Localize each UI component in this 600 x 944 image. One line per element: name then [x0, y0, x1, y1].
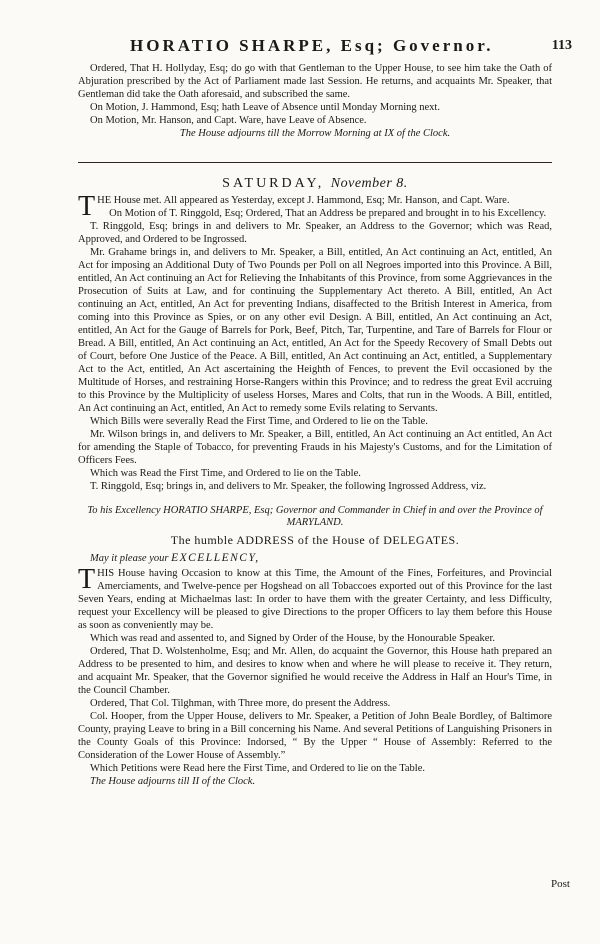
address-salutation	[78, 552, 552, 565]
paragraph-hooper-petition: Col. Hooper, from the Upper House, delivers to Mr. Speaker, a Petition of John Beale Bordley, of Baltimore County, praying Leave to bring in a Bill concerning his Name. And several Petitions of Languishing Prisoners in the County Goals of this Province: Indorsed, “ By the Upper “ House of Assembly: Referred to the Consideration of the Lower House of Assembly.”	[78, 711, 552, 761]
paragraph-ringgold-address: T. Ringgold, Esq; brings in and delivers to Mr. Speaker, an Address to the Governor; which was Read, Approved, and Ordered to be Ingrossed.	[78, 221, 552, 245]
salutation-prefix: May it please your	[90, 553, 169, 564]
paragraph-ingrossed-address: T. Ringgold, Esq; brings in, and delivers to Mr. Speaker, the following Ingrossed Address, viz.	[90, 481, 487, 492]
house-met-text: HE House met. All appeared as Yesterday, except J. Hammond, Esq; Mr. Hanson, and Capt. Ware.	[97, 195, 510, 206]
day-heading-weekday: SATURDAY,	[222, 176, 325, 191]
paragraph-hanson-ware-leave: On Motion, Mr. Hanson, and Capt. Ware, have Leave of Absence.	[90, 115, 367, 126]
paragraph-address-body	[78, 564, 552, 632]
paragraph-grahame-bills: Mr. Grahame brings in, and delivers to Mr. Speaker, a Bill, entitled, An Act continuing an Act, entitled, An Act for imposing an Additional Duty of Two Pounds per Poll on all Negroes imported into this Province. A Bill, entitled, An Act continuing an Act for Relieving the Inhabitants of this Province, from some Aggrievances in the Prosecution of Suits at Law, and for continuing the Supplementary Act thereto. A Bill, entitled, An Act continuing an Act, entitled, An Act for preventing Indians, disaffected to the British Interest in America, from coming into this Province as Spies, or on any other evil Design. A Bill, entitled, An Act continuing an Act, entitled, An Act for the Gauge of Barrels for Pork, Beef, Pitch, Tar, Turpentine, and Tare of Barrels for Flour or Bread. A Bill, entitled, An Act continuing an Act, entitled, An Act for the Speedy Recovery of Small Debts out of Court, before One Justice of the Peace. A Bill, entitled, An Act continuing an Act, entitled, a Supplementary Act to the Act, entitled, An Act ascertaining the Heighth of Fences, to prevent the Evil occasioned by the Multitude of Horses, and restraining Horse-Rangers within this Province; and to redress the great Evil accruing to this Province by the Multiplicity of useless Horses, Mares and Colts, that run in the Woods. A Bill, entitled, An Act continuing an Act, entitled, An Act to remedy some Evils relating to Servants.	[78, 247, 552, 414]
day-heading-date: November 8.	[330, 176, 408, 191]
paragraph-ordered-wolstenholme: Ordered, That D. Wolstenholme, Esq; and Mr. Allen, do acquaint the Governor, this House hath prepared an Address to be presented to him, and desires to know when and where he will please to receive it. They return, and acquaint Mr. Speaker, that the Governor signified he would receive the Address in Half an Hour's Time, in the Council Chamber.	[78, 646, 552, 696]
paragraph-ordered-tilghman: Ordered, That Col. Tilghman, with Three more, do present the Address.	[90, 698, 391, 709]
paragraph-wilson-read: Which was Read the First Time, and Ordered to lie on the Table.	[90, 468, 361, 479]
address-body-text: HIS House having Occasion to know at this Time, the Amount of the Fines, Forfeitures, and Provincial Amerciaments, and Twelve-pence per Hogshead on all Tobaccoes exported out of this Province for the last Seven Years, ending at Michaelmas last: In order to have them with the greater Certainty, and less Difficulty, request your Excellency will be pleased to give Directions to the proper Officers to lay them before this House as soon as conveniently may be.	[78, 568, 552, 631]
paragraph-read-assented: Which was read and assented to, and Signed by Order of the House, by the Honourable Speaker.	[90, 633, 496, 644]
paragraph-petitions-read: Which Petitions were Read here the First Time, and Ordered to lie on the Table.	[90, 763, 425, 774]
paragraph-ordered-hollyday: Ordered, That H. Hollyday, Esq; do go with that Gentleman to the Upper House, to see him take the Oath of Abjuration prescribed by the Act of Parliament made last Session. He returns, and acquaints Mr. Speaker, that Gentleman did take the Oath aforesaid, and subscribed the same.	[78, 63, 552, 100]
drop-cap: T	[78, 191, 96, 222]
catchword: Post	[551, 878, 570, 890]
page-body	[78, 62, 552, 788]
salutation-caps: EXCELLENCY,	[171, 552, 260, 564]
running-header	[0, 36, 600, 62]
paragraph-hammond-leave: On Motion, J. Hammond, Esq; hath Leave of Absence until Monday Morning next.	[90, 102, 440, 113]
address-recipient: To his Excellency HORATIO SHARPE, Esq; Governor and Commander in Chief in and over the Province of MARYLAND.	[87, 505, 543, 528]
section-divider	[78, 162, 552, 163]
paragraph-bills-read: Which Bills were severally Read the First Time, and Ordered to lie on the Table.	[90, 416, 428, 427]
adjournment-note-afternoon: The House adjourns till II of the Clock.	[90, 776, 256, 787]
running-title: HORATIO SHARPE, Esq; Governor.	[130, 36, 494, 55]
drop-cap: T	[78, 564, 96, 595]
day-heading	[78, 177, 552, 190]
page-number: 113	[551, 38, 572, 53]
address-title: The humble ADDRESS of the House of DELEGATES.	[170, 533, 460, 547]
adjournment-note: The House adjourns till the Morrow Morning at IX of the Clock.	[179, 128, 451, 139]
paragraph-wilson-bill: Mr. Wilson brings in, and delivers to Mr. Speaker, a Bill, entitled, An Act continuing an Act entitled, An Act for amending the Staple of Tobacco, for preventing Frauds in his Majesty's Customs, and for the Limitation of Officers Fees.	[78, 429, 552, 466]
paragraph-ringgold-motion: On Motion of T. Ringgold, Esq; Ordered, That an Address be prepared and brought in to his Excellency.	[109, 208, 547, 219]
